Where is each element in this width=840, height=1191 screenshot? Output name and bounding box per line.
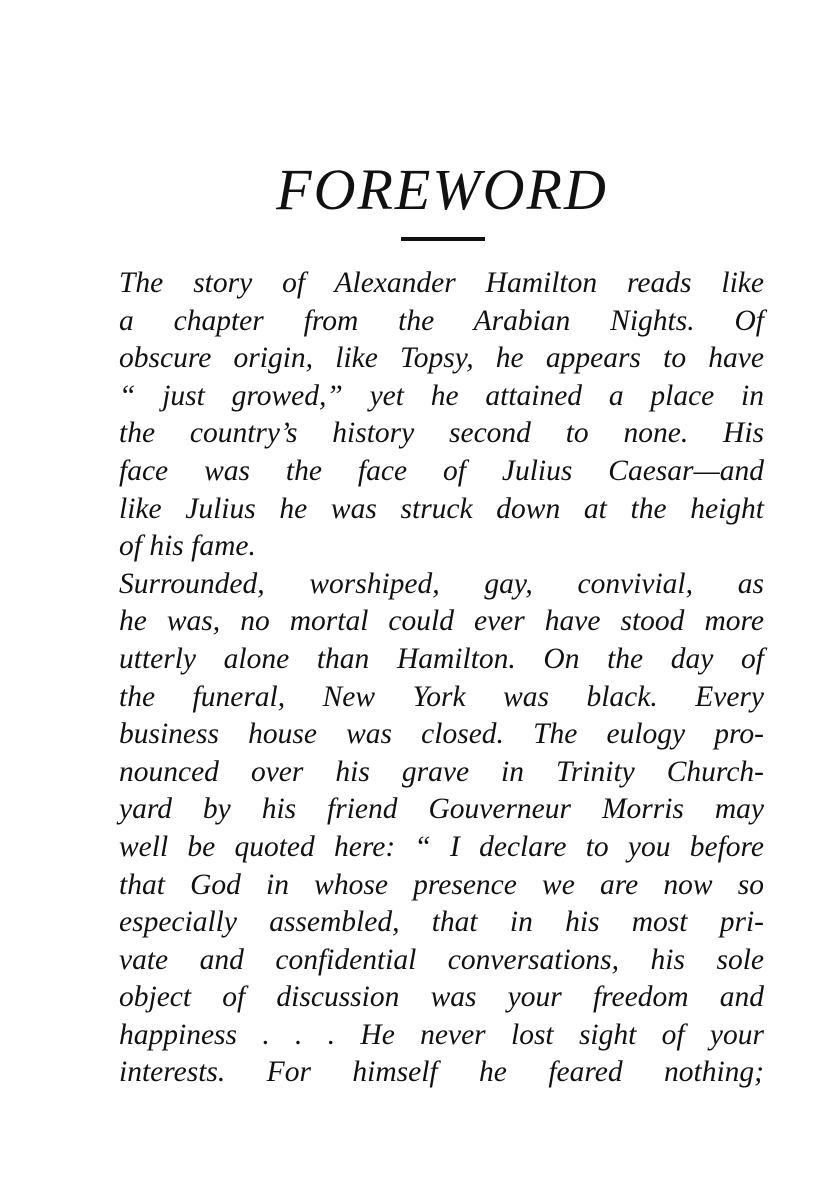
text-line: the country’s history second to none. His xyxy=(119,417,764,450)
text-line: “ just growed,” yet he attained a place in xyxy=(119,379,764,412)
text-line: like Julius he was struck down at the height xyxy=(119,492,764,525)
text-line: obscure origin, like Topsy, he appears to have xyxy=(119,342,764,375)
text-line: a chapter from the Arabian Nights. Of xyxy=(119,304,764,337)
text-line: face was the face of Julius Caesar—and xyxy=(119,454,764,487)
foreword-body xyxy=(119,265,764,1092)
text-line: nounced over his grave in Trinity Church- xyxy=(119,755,764,788)
text-line: interests. For himself he feared nothing; xyxy=(119,1056,764,1089)
text-line: of his fame. xyxy=(119,530,256,563)
text-line: business house was closed. The eulogy pro- xyxy=(119,718,764,751)
text-line: The story of Alexander Hamilton reads like xyxy=(119,267,764,299)
text-line: that God in whose presence we are now so xyxy=(119,868,764,901)
text-line: the funeral, New York was black. Every xyxy=(119,680,764,713)
text-line: object of discussion was your freedom and xyxy=(119,981,764,1014)
heading-rule xyxy=(401,237,485,241)
text-line: Surrounded, worshiped, gay, convivial, as xyxy=(119,567,764,600)
text-line: well be quoted here: “ I declare to you before xyxy=(119,830,764,863)
text-line: vate and confidential conversations, his sole xyxy=(119,943,764,976)
text-line: happiness . . . He never lost sight of your xyxy=(119,1018,764,1051)
foreword-heading: FOREWORD xyxy=(276,157,608,222)
text-line: especially assembled, that in his most pri- xyxy=(119,906,764,939)
text-line: he was, no mortal could ever have stood more xyxy=(119,605,764,638)
text-line: utterly alone than Hamilton. On the day of xyxy=(119,642,764,675)
text-line: yard by his friend Gouverneur Morris may xyxy=(119,793,764,826)
